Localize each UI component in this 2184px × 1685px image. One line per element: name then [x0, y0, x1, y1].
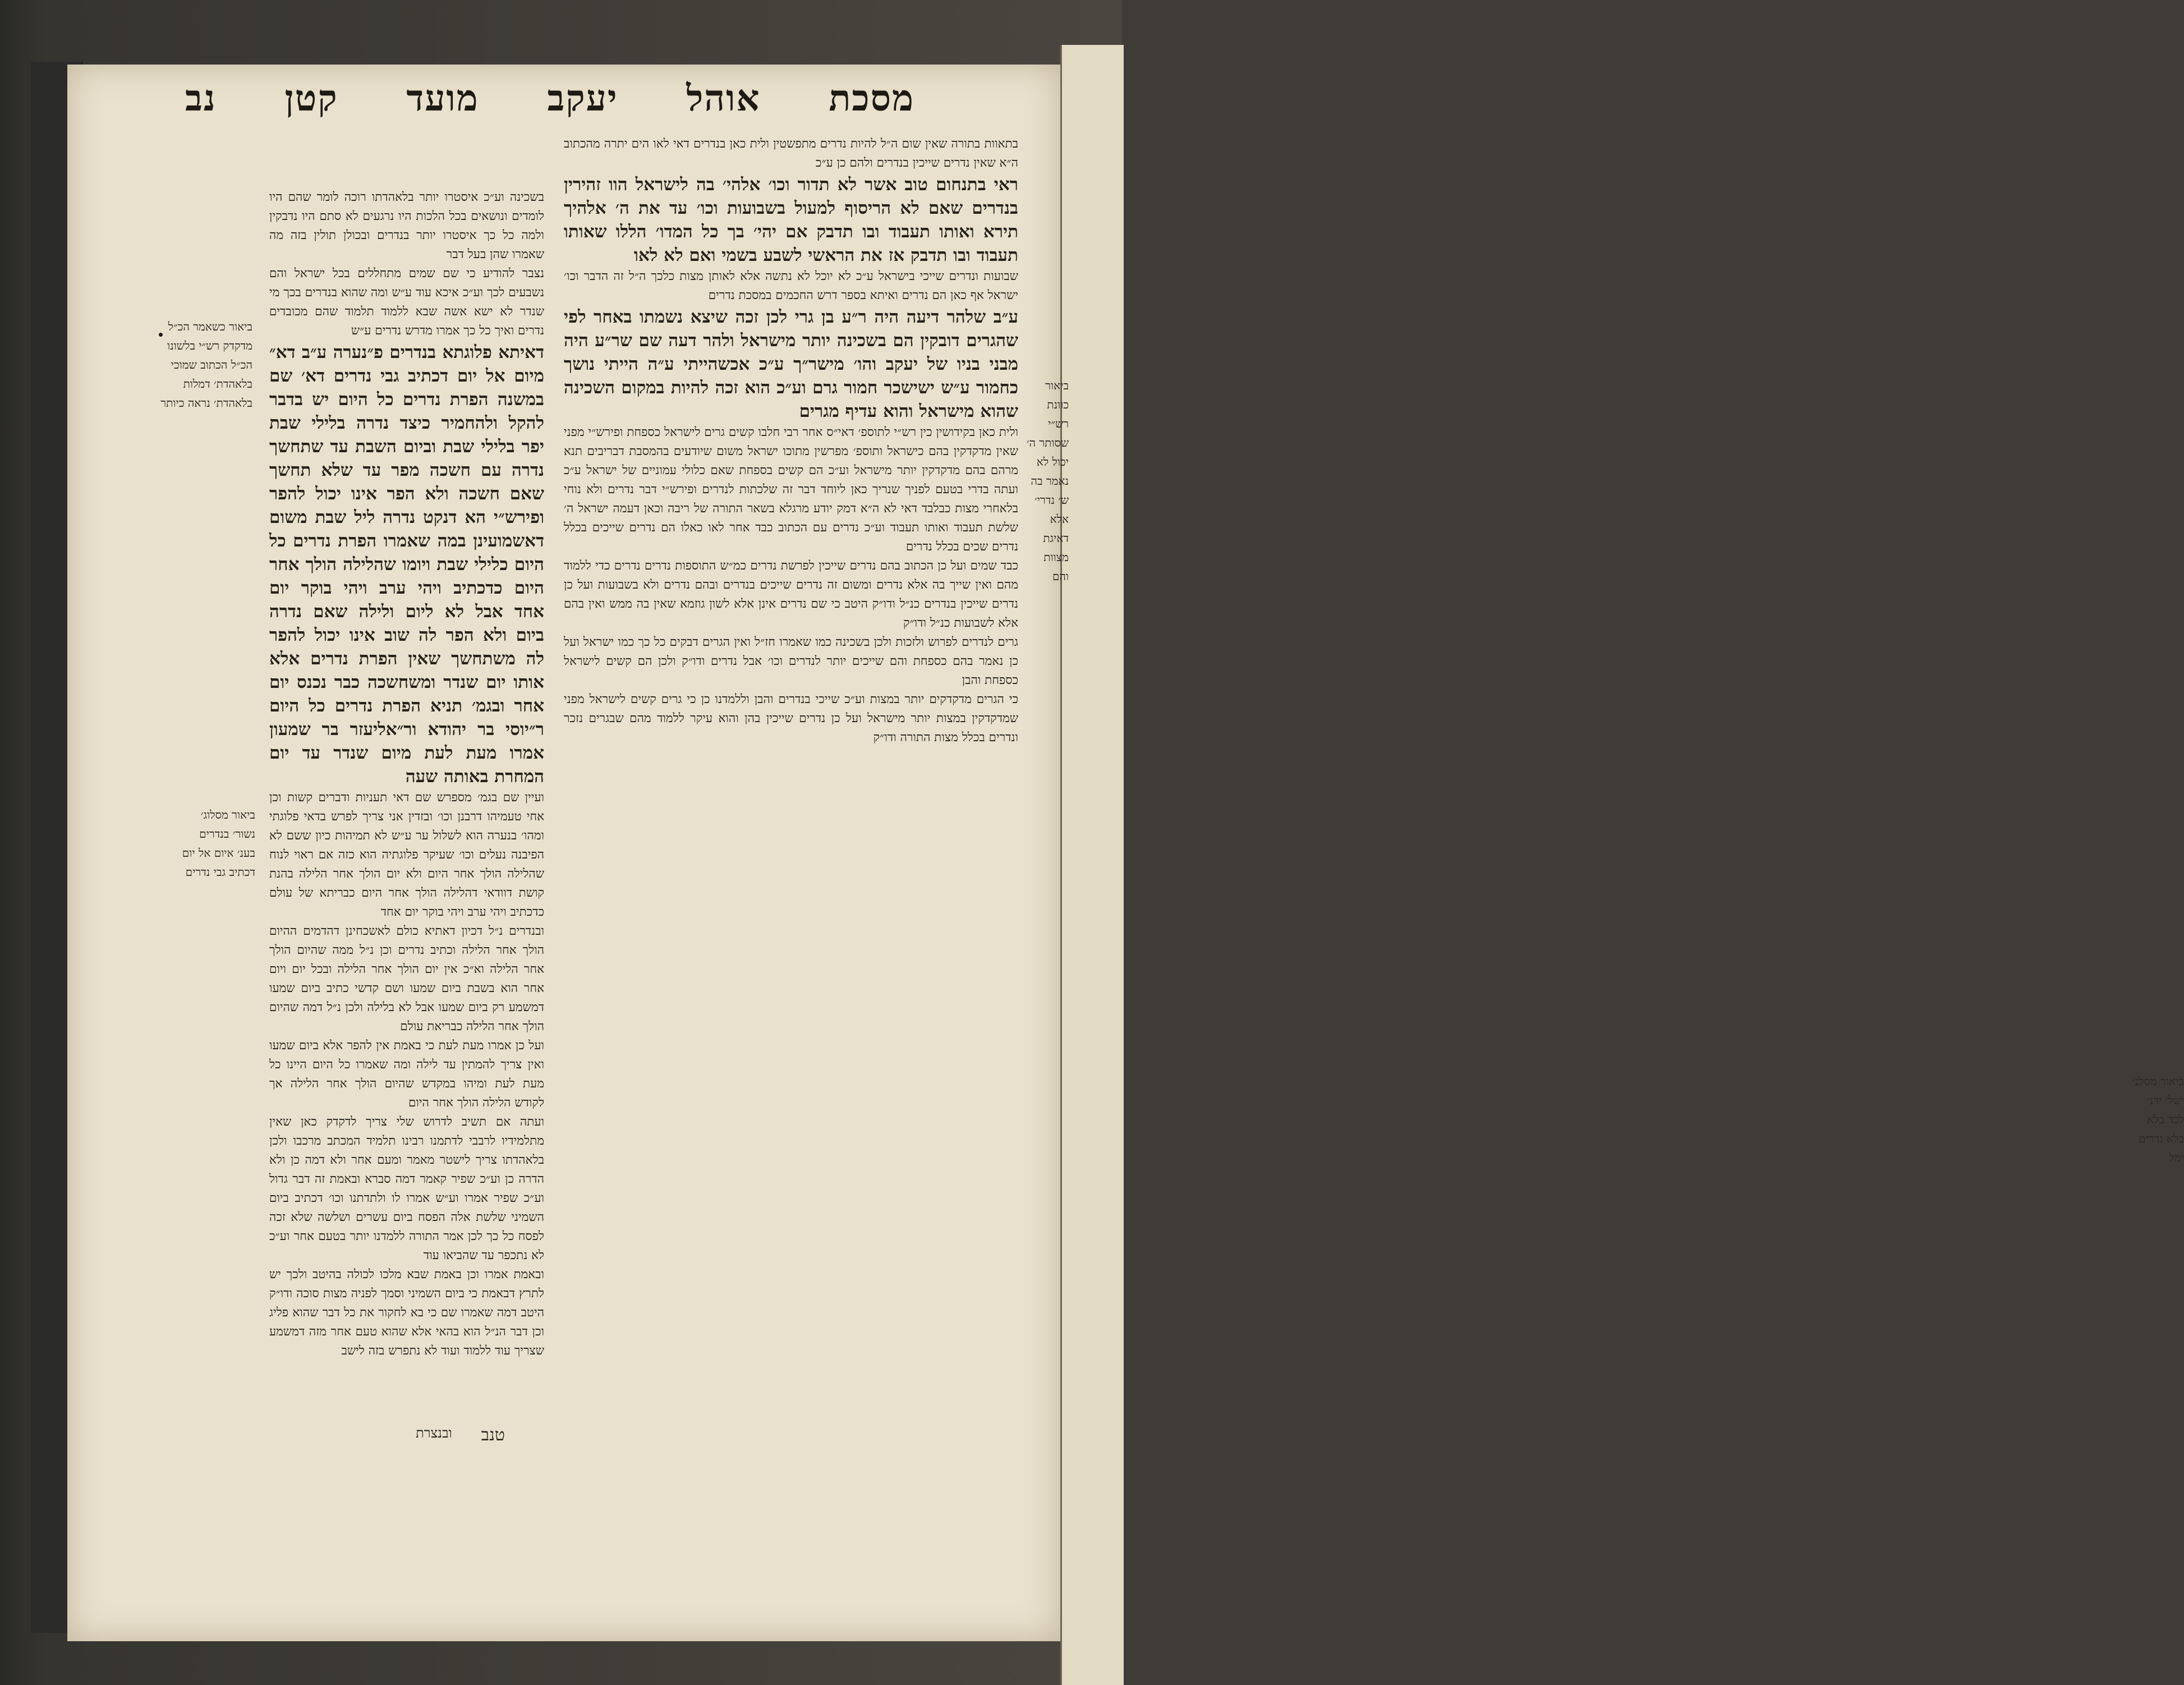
header-word-2: אוהל	[686, 77, 761, 120]
left-margin-gloss-2: ביאור מסלוג׳ נשור׳ בנדרים בענ׳ איום אל יום דכתיב גבי נדרים	[182, 808, 255, 879]
header-word-3: יעקב	[547, 77, 618, 120]
signature-mark: טנב	[481, 1425, 505, 1445]
right-text-column	[564, 135, 1018, 1493]
right-block-6: כבד שמים ועל כן הכתוב בהם נדרים שייכין לפרשת נדרים כמ״ש התוספות נדרים נדרים כדי ללמוד מהם ואין שייך בה אלא נדרים ומשום זה נדרים שייכים בנדרים ובהם נדרים ולא בשבועות ועל כן נדרים שייכין בנדרים כנ״ל ודו״ק היטב כי שם נדרים אינן אלא לשון גוזמא שאין בה ממש ואין בהם אלא לשבועות כנ״ל ודו״ק	[564, 559, 1018, 630]
left-margin-gloss-1: ביאור כשאמר הכ״ל מדקדק רש״י בלשונו הכ״ל הכתוב שמוכי בלאהדת׳ דמלות בלאהדת׳ נראה כיותר	[160, 320, 252, 410]
header-folio: נב	[185, 77, 217, 120]
facing-page-gloss: ביאור מסלנ׳ ישל׳ ידנ׳ לכד בלא בלא נדרים ימל	[2132, 1075, 2184, 1164]
header-word-1: מסכת	[829, 77, 914, 120]
header-word-4: מועד	[406, 77, 479, 120]
right-block-8: כי הגרים מדקדקים יותר במצות וע״כ שייכי בנדרים והבן וללמדנו כן כי גרים קשים לישראל מפני שמדקדקין במצות יותר מישראל ועל כן נדרים שייכין בהן והוא עיקר ללמוד מהם שבגרים נזכר ונדרים בכלל מצות התורה ודו״ק	[564, 692, 1018, 745]
left-block-4: ועיין שם בגמ׳ מספרש שם דאי תעניות ודברים קשות וכן אחי טעמיהו דרבנן וכו׳ ובזדין אני צריך לפרש בדאי פלוגתי ומהו׳ בנערה הוא לשלול ער ע״ש לא תמיהות כיון ששם לא הפיבנה נעלים וכו׳ שעיקר פלוגתיה הוא כזה אם ראוי לנוח שהלילה הולך אחר היום ולא יום הולך אחר הלילה בהנת קושת דוודאי דהלילה הולך אחר היום כבריתא של עולם כדכתיב ויהי ערב ויהי בוקר יום אחד	[269, 791, 544, 919]
right-block-5: ולית כאן בקידושין כין רש״י לתוספ׳ דאי״ס אחר רבי חלבו קשים גרים לישראל כספחת ופירש״י מפני שאין מדקדקין בהם כישראל ותוספ׳ מפרשין מתוכו ישראל משום שיודעים בהמסבת דבריבים תנא מרהם בהם מדקדקין יותר מישראל וע״כ הם קשים בספחת שאם כלולי עמוניים של ישראל ע״כ ועתה בדרי בטעם לפניך שנריך כאן ליוחד דבר זה שלכתות לנדרים ופירש״י דבר נדרים ולא נוחי בלאחרי מצות כבלבד דאי לא ה״א דמק יודע מרגלא בשאר התורה של ריבה וכאן דעמה ישראל ה׳ שלשת תעבוד ואותו תעבוד וע״כ נדרים עם הכתוב כבד אחר לאו כאלו הם נדרים שייכים בכלל נדרים שכים בכלל נדרים	[564, 425, 1018, 554]
left-block-1: בשכינה וע״כ איסטרו יותר בלאהדתו רוכה לומר שהם היו לומדים ונושאים בכל הלכות היו נרגעים לא סתם היו נדבקין ולמה כל כך איסטרו יותר בנדרים ובכולן תולין בזה מה שאמרו שהן בעל דבר	[269, 190, 544, 261]
left-block-2: נצבר להודיע כי שם שמים מתחללים בכל ישראל והם נשבעים לכך וע״כ איכא עוד ע״ש ומה שהוא בנדרים בכך מי שנדר לא ישא אשה שבא ללמוד תלמוד שהם מכובדים נדרים ואיך כל כך אמרו מדרש נדרים ע״ש	[269, 267, 544, 338]
right-block-3: שבועות ונדרים שייכי בישראל ע״כ לא יוכל לא נתשה אלא לאותן מצות כלכך ה״ל זה הדבר וכו׳ ישראל אף כאן הם נדרים ואיתא בספר דרש החכמים במסכת נדרים	[564, 269, 1018, 302]
left-text-column	[269, 188, 544, 1434]
catchword: ובנצרת	[416, 1425, 452, 1441]
facing-page-edge	[1060, 45, 2184, 1685]
page-footer	[269, 1425, 505, 1445]
left-block-8: ובאמת אמרו וכן באמת שבא מלכו לכולה בהיטב ולכך יש לתרץ דבאמת כי ביום השמיני וסמך לפניה מצות סוכה ודו״ק היטב דמה שאמרו שם כי בא לחקור את כל דבר שהוא פליג וכן דבר הנ״ל הוא בהאי אלא שהוא טעם אחר מזה דמשמע שצריך עוד ללמוד ועוד לא נתפרש בזה לישב	[269, 1268, 544, 1358]
left-block-5: ובנדרים נ״ל דכיון דאתיא כולם לאשכחינן דהדמים ההיום הולך אחר הלילה וכתיב נדרים וכן נ״ל ממה שהיום הולך אחר הלילה וא״כ אין יום הולך אחר הלילה ובכל יום ויום אחר הוא בשבת ביום שמעו ושם קדשי כתיב ביום שמעו דמשמע רק ביום שמעו אבל לא בלילה ולכן נ״ל דמה שהיום הולך אחר הלילה כבריאת עולם	[269, 924, 544, 1034]
header-word-5: קטן	[284, 77, 338, 120]
left-block-6: ועל כן אמרו מעת לעת כי באמת אין להפר אלא ביום שמעו ואין צריך להמתין עד לילה ומה שאמרו כל היום היינו כל מעת לעת ומיהו במקדש שהיום הולך אחר הלילה אך לקודש הלילה הולך אחר היום	[269, 1039, 544, 1110]
right-margin-gloss: ביאור כוונת רש״י שסותר ה׳ יכול לא נאמר בה ש׳ נדרי׳ אלא דאיגת מצוות והם	[1026, 379, 1069, 583]
right-block-7: גרים לנדרים לפרוש ולזכות ולכן בשכינה כמו שאמרו חז״ל ואין הגרים דבקים כל כך כמו ישראל ועל כן נאמר בהם כספחת והם שייכים יותר לנדרים וכו׳ אבל נדרים ודו״ק ולכן הם קשים לישראל כספחת והבן	[564, 635, 1018, 687]
running-header	[185, 67, 914, 129]
right-block-4: ע״ב שלהר דיעה היה ר״ע בן גרי לכן זכה שיצא נשמתו באחר לפי שהגרים דובקין הם בשכינה יותר מישראל ולהר דעה שם שר״ע היה מבני בניו של יעקב והו׳ מישר״ך ע״כ אכשהייתי ע״ה הייתי נושך כחמור ע״ש ישישכר חמור גרם וע״כ הוא זכה להיות במקום השכינה שהוא מישראל והוא עדיף מגרים	[564, 307, 1018, 421]
left-block-3: דאיתא פלוגתא בנדרים פ״נערה ע״ב דא״ מיום אל יום דכתיב גבי נדרים דא׳ שם במשנה הפרת נדרים כל היום יש בדבר להקל ולהחמיר כיצד נדרה בלילי שבת יפר בלילי שבת וביום השבת עד שתחשך נדרה עם חשכה מפר עד שלא תחשך שאם חשכה ולא הפר אינו יכול להפר ופירש״י הא דנקט נדרה ליל שבת משום דאשמועינן במה שאמרו הפרת נדרים כל היום כלילי שבת ויומו שהלילה הולך אחר היום כדכתיב ויהי ערב ויהי בוקר יום אחד אבל לא ליום ולילה שאם נדרה ביום ולא הפר לה שוב אינו יכול להפר לה משתחשך שאין הפרת נדרים אלא אותו יום שנדר ומשחשכה כבר נכנס יום אחר ובגמ׳ תניא הפרת נדרים כל היום ר״יוסי בר יהודא ור״אליעזר בר שמעון אמרו מעת לעת מיום שנדר עד יום המחרת באותה שעה	[269, 342, 544, 787]
right-block-2: ראי בתנחום טוב אשר לא תדור וכו׳ אלהי׳ בה לישראל הוו זהירין בנדרים שאם לא הריסוף למעול בשבועות וכו׳ עד את ה׳ אלהיך תירא ואותו תעבוד ובו תדבק אם יהי׳ בך כל המדו׳ הללו שאותו תעבוד ובו תדבק אז את הראשי לשבע בשמי ואם לא לאו	[564, 175, 1018, 265]
right-block-1: בתאוות בתורה שאין שום ה״ל להיות נדרים מתפשטין ולית כאן בנדרים דאי לאו הים יתרה מהכתוב ה״א שאין נדרים שייכין בנדרים ולהם כן ע״כ	[564, 137, 1018, 170]
left-block-7: ועתה אם תשיב לדרוש שלי צריך לדקדק כאן שאין מתלמידיו לרבבי לדתמנו רבינו תלמיד המכתב מרכבו ולכן בלאהדתו צריך לישטר מאמר ומעם אחר ולא דמה כן ולא הדרה כן וע״כ שפיר קאמר דמה סברא ובאמת זה דבר גדול וע״כ שפיר אמרו וע״ש אמרו לו ולתדתנו וכו׳ דכתיב ביום השמיני שלשת אלה הפסח ביום עשרים ושלשה שלא זכה לפסח כל כך לכן אמר התורה ללמדנו יותר בטעם אחר וע״כ לא נתכפר עד שהביאו עוד	[269, 1115, 544, 1262]
